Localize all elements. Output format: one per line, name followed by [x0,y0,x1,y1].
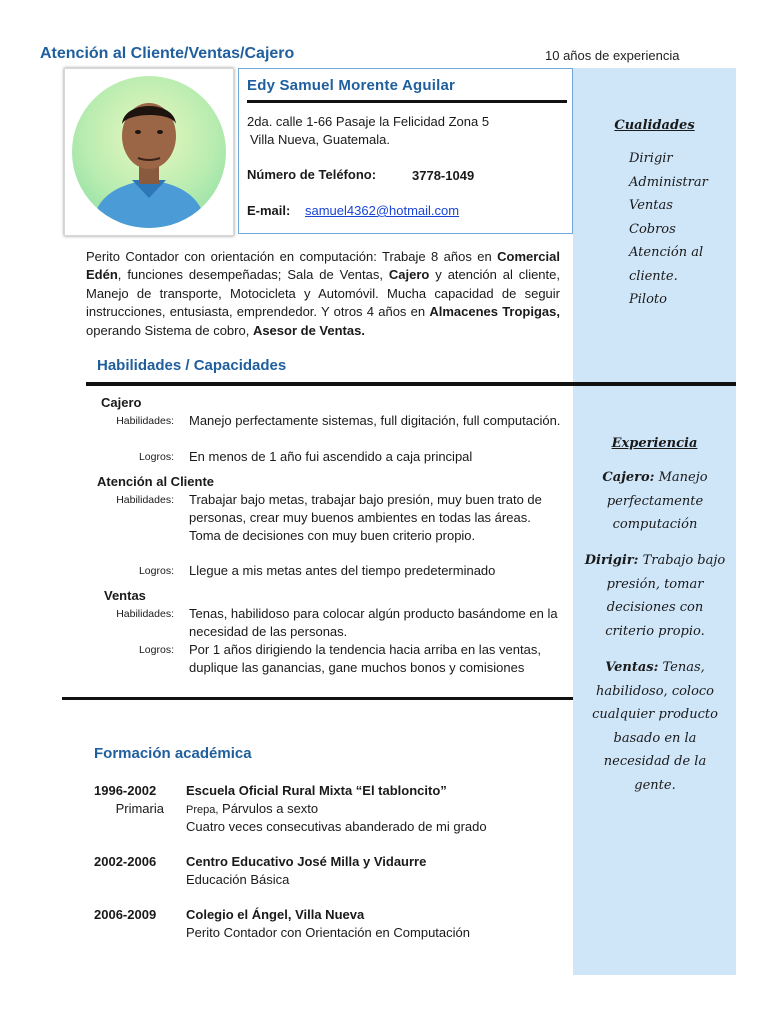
summary-text: y atención al cliente, Manejo de transporte, Motocicleta y Automóvil. Mucha capacidad de seguir instrucciones, entusiasta, emprendedor. Y otros 4 años en [86,267,560,320]
education-years: 1996-2002 [94,783,157,798]
summary-bold: Asesor de Ventas. [252,322,365,338]
skill-habilidades-text: Manejo perfectamente sistemas, full digitación, full computación. [189,413,561,428]
skill-logros-text: Llegue a mis metas antes del tiempo predeterminado [189,563,496,578]
education-detail: Cuatro veces consecutivas abanderado de mi grado [186,819,487,834]
education-school: Escuela Oficial Rural Mixta “El tabloncito” [186,783,447,798]
quality-item: Dirigir [629,151,673,166]
quality-item: Ventas [629,198,673,213]
education-detail-small: Prepa, [186,804,219,816]
skill-logros-text: Por 1 años dirigiendo la tendencia hacia arriba en las ventas, duplique las ganancias, gane muchos bonos y comisiones [189,642,541,675]
quality-item: Piloto [629,292,667,307]
skill-title: Atención al Cliente [97,474,215,489]
address-line-2: Villa Nueva, Guatemala. [250,132,390,147]
skill-logros-label: Logros: [138,644,174,656]
profile-photo-frame [64,68,234,236]
experience-item-label: Ventas: [605,660,659,675]
experience-item-text: Trabajo bajo presión, tomar decisiones con criterio propio. [605,553,726,639]
quality-item: Atención al [629,245,704,260]
contact-card [238,68,573,234]
profile-summary [86,248,560,340]
phone-label: Número de Teléfono: [247,167,377,182]
experience-item [582,466,728,537]
skill-habilidades-text: Tenas, habilidoso para colocar algún producto basándome en la necesidad de las personas. [189,606,558,639]
job-title: Atención al Cliente/Ventas/Cajero [40,45,295,62]
quality-item: Cobros [629,222,676,237]
candidate-name: Edy Samuel Morente Aguilar [247,77,456,94]
education-school: Colegio el Ángel, Villa Nueva [186,907,365,922]
education-heading: Formación académica [94,745,252,762]
summary-bold: Almacenes Tropigas, [429,304,560,320]
summary-text: Perito Contador con orientación en computación: Trabaje 8 años en [86,249,498,264]
quality-item: cliente. [629,269,678,284]
education-detail: Perito Contador con Orientación en Computación [186,925,470,940]
skill-logros-label: Logros: [138,565,174,577]
summary-bold: Cajero [388,267,430,283]
name-divider [247,100,567,103]
experience-item-label: Dirigir: [584,553,639,568]
experience-heading: Experiencia [611,436,698,451]
experience-item-text: Tenas, habilidoso, coloco cualquier producto basado en la necesidad de la gente. [592,660,718,793]
education-level: Primaria [115,801,164,816]
skill-habilidades-label: Habilidades: [116,608,174,620]
education-detail-text: Párvulos a sexto [218,801,319,816]
experience-years: 10 años de experiencia [545,48,680,63]
skill-habilidades-text: Trabajar bajo metas, trabajar bajo presión, muy buen trato de personas, crear muy buenos ambientes en todas las áreas. Toma de decisiones con muy buen criterio propio. [189,492,542,543]
summary-text: operando Sistema de cobro, [86,322,253,338]
experience-item [582,656,728,797]
experience-item-text: Manejo perfectamente computación [606,470,708,532]
education-detail: Educación Básica [186,872,290,887]
skill-title: Ventas [104,588,146,603]
email-label: E-mail: [247,203,291,218]
education-years: 2006-2009 [94,907,157,922]
skill-title: Cajero [101,395,142,410]
summary-text: , funciones desempeñadas; Sala de Ventas, [117,267,389,283]
skills-top-rule [86,382,736,386]
summary-bold: Comercial Edén [86,249,560,283]
education-detail [186,801,318,816]
skill-habilidades-label: Habilidades: [116,415,174,427]
quality-item: Administrar [629,175,708,190]
person-icon [72,76,226,228]
skill-logros-text: En menos de 1 año fui ascendido a caja principal [189,449,473,464]
email-link[interactable]: samuel4362@hotmail.com [305,203,460,218]
education-school: Centro Educativo José Milla y Vidaurre [186,854,427,869]
experience-item [582,549,728,643]
profile-photo [72,76,226,228]
qualities-heading: Cualidades [614,118,695,133]
skill-logros-label: Logros: [138,451,174,463]
skill-habilidades-label: Habilidades: [116,494,174,506]
address-line-1: 2da. calle 1-66 Pasaje la Felicidad Zona 5 [247,114,490,129]
phone-number: 3778-1049 [412,168,475,183]
skills-bottom-rule [62,697,573,700]
skills-heading: Habilidades / Capacidades [97,357,287,374]
experience-item-label: Cajero: [602,470,655,485]
education-years: 2002-2006 [94,854,157,869]
